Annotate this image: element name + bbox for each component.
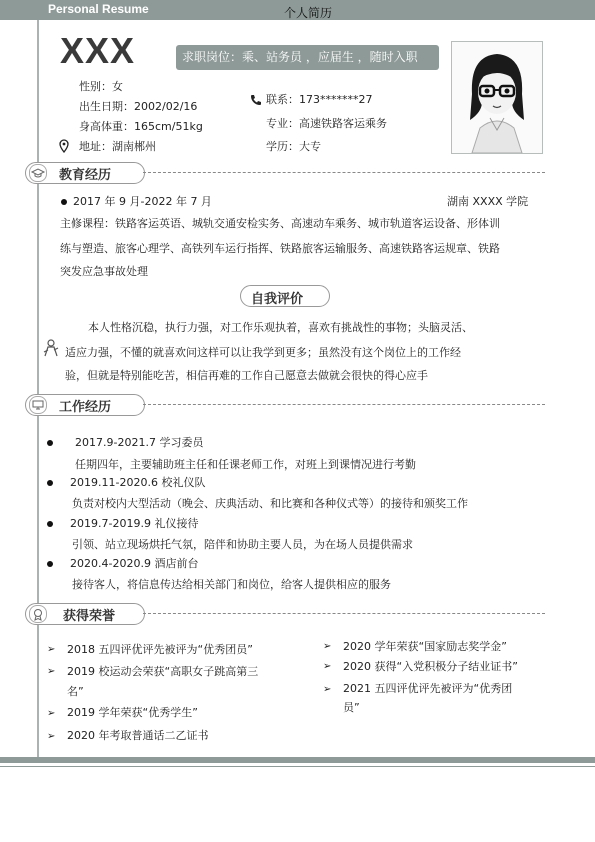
self-eval-title: 自我评价	[251, 292, 304, 307]
phone-icon	[250, 91, 262, 103]
gender: 性别：女	[79, 80, 123, 93]
work-item-1-head: 2017.9-2021.7 学习委员	[75, 436, 204, 449]
medal-icon	[29, 605, 47, 623]
arrow-bullet-icon: ➢	[47, 666, 56, 677]
timeline-line	[37, 20, 39, 758]
honor-right-3: 2021 五四评优评先被评为“优秀团	[343, 682, 513, 695]
courses-line-1: 主修课程：铁路客运英语、城轨交通安检实务、高速动车乘务、城市轨道客运设备、形体训	[60, 217, 500, 230]
self-eval-line-3: 验，但就是特别能吃苦，相信再难的工作自己愿意去做就会很快的得心应手	[65, 369, 428, 382]
work-item-4-desc: 接待客人，将信息传达给相关部门和岗位，给客人提供相应的服务	[72, 578, 391, 591]
education-title: 教育经历	[59, 168, 112, 183]
honor-left-3: 2019 学年荣获“优秀学生”	[67, 706, 198, 719]
courses-line-2: 练与塑造、旅客心理学、高铁列车运行指挥、铁路旅客运输服务、高速铁路客运规章、铁路	[60, 242, 500, 255]
work-item-2-desc: 负责对校内大型活动（晚会、庆典活动、和比赛和各种仪式等）的接待和颁奖工作	[72, 497, 468, 510]
section-education	[25, 162, 545, 184]
resume-chinese-title: 个人简历	[284, 6, 333, 20]
location-icon	[58, 138, 70, 152]
work-bullet-2	[47, 480, 53, 486]
education-bullet	[61, 199, 67, 205]
self-eval-line-1: 本人性格沉稳，执行力强，对工作乐观执着，喜欢有挑战性的事物；头脑灵活、	[88, 321, 473, 334]
job-objective-bar	[176, 45, 439, 70]
honors-divider	[143, 613, 545, 614]
graduation-icon	[29, 164, 47, 182]
work-title: 工作经历	[59, 400, 112, 415]
honor-left-2-cont: 名”	[67, 685, 84, 698]
honors-title: 获得荣誉	[63, 609, 116, 624]
education-divider	[143, 172, 545, 173]
work-item-4-head: 2020.4-2020.9 酒店前台	[70, 557, 199, 570]
work-bullet-3	[47, 521, 53, 527]
self-eval-line-2: 适应力强，不懂的就喜欢问这样可以让我学到更多；虽然没有这个岗位上的工作经	[65, 346, 461, 359]
honor-right-1: 2020 学年荣获“国家励志奖学金”	[343, 640, 507, 653]
candidate-name: XXX	[60, 30, 136, 71]
self-eval-title-pill	[240, 285, 330, 307]
address: 地址：湖南郴州	[79, 140, 156, 153]
arrow-bullet-icon: ➢	[323, 641, 332, 652]
honor-left-4: 2020 年考取普通话二乙证书	[67, 729, 209, 742]
resume-english-title: Personal Resume	[48, 2, 149, 16]
education-period: 2017 年 9 月-2022 年 7 月	[73, 195, 212, 208]
work-item-3-desc: 引领、站立现场烘托气氛，陪伴和协助主要人员，为在场人员提供需求	[72, 538, 413, 551]
height-weight: 身高体重：165cm/51kg	[79, 120, 203, 133]
school-name: 湖南 XXXX 学院	[447, 195, 529, 208]
courses-line-3: 突发应急事故处理	[60, 265, 148, 278]
honor-right-2: 2020 获得“入党积极分子结业证书”	[343, 660, 518, 673]
work-item-3-head: 2019.7-2019.9 礼仪接待	[70, 517, 199, 530]
honor-right-3-cont: 员”	[343, 701, 360, 714]
top-banner	[0, 0, 595, 20]
bottom-bar	[0, 757, 595, 763]
computer-icon	[29, 396, 47, 414]
arrow-bullet-icon: ➢	[323, 661, 332, 672]
bottom-rule	[0, 766, 595, 767]
arrow-bullet-icon: ➢	[47, 644, 56, 655]
honor-left-1: 2018 五四评优评先被评为“优秀团员”	[67, 643, 253, 656]
work-divider	[143, 404, 545, 405]
honor-left-2: 2019 校运动会荣获“高职女子跳高第三	[67, 665, 259, 678]
work-bullet-4	[47, 561, 53, 567]
job-objective-text: 求职岗位：乘、站务员 ，应届生 ，随时入职	[182, 50, 418, 64]
person-icon	[41, 338, 61, 358]
section-work	[25, 394, 545, 416]
work-item-1-desc: 任期四年，主要辅助班主任和任课老师工作，对班上到课情况进行考勤	[75, 458, 416, 471]
birth-date: 出生日期：2002/02/16	[79, 100, 198, 113]
section-honors	[25, 603, 545, 625]
phone: 联系：173*******27	[266, 93, 373, 106]
arrow-bullet-icon: ➢	[47, 708, 56, 719]
work-item-2-head: 2019.11-2020.6 校礼仪队	[70, 476, 206, 489]
arrow-bullet-icon: ➢	[323, 684, 332, 695]
education-level: 学历：大专	[266, 140, 321, 153]
avatar-photo	[451, 41, 543, 154]
work-bullet-1	[47, 440, 53, 446]
arrow-bullet-icon: ➢	[47, 731, 56, 742]
major: 专业：高速铁路客运乘务	[266, 117, 387, 130]
